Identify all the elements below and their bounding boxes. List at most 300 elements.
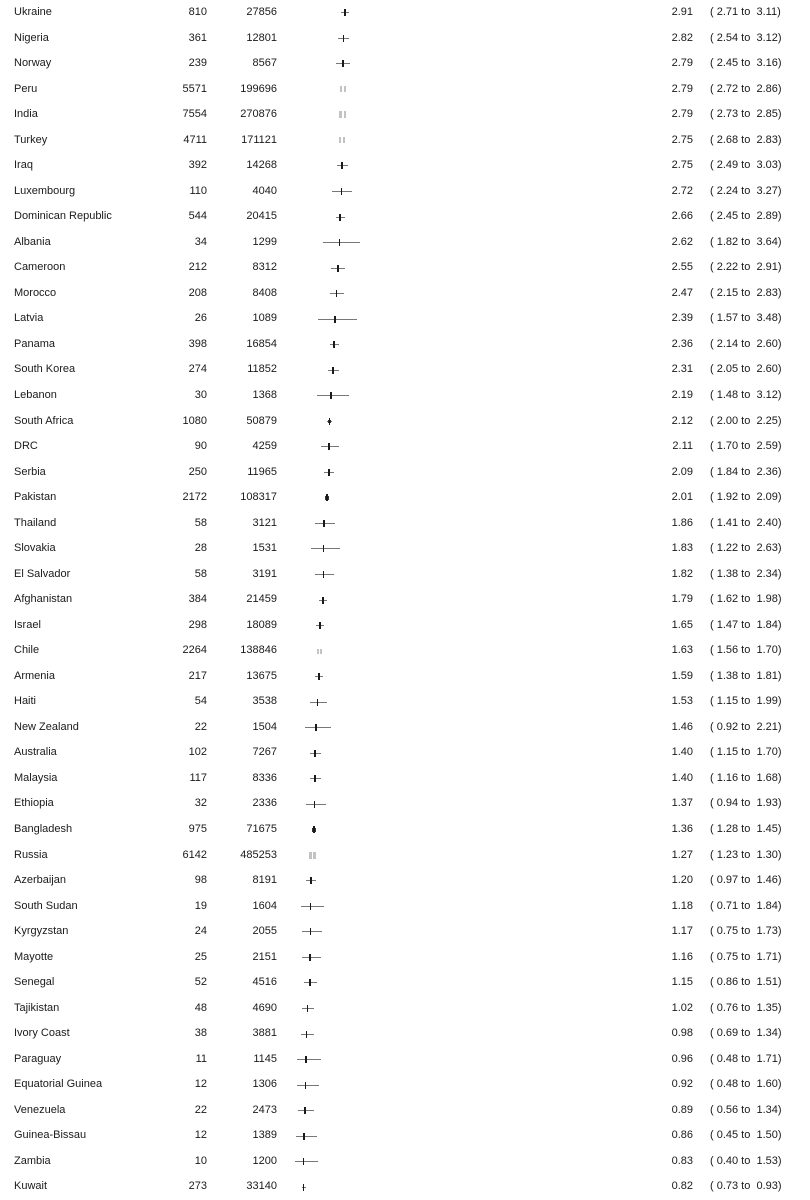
- table-row: [0, 77, 810, 103]
- ci-text: ( 0.76 to 1.35): [710, 1001, 782, 1014]
- estimate-value: 2.11: [672, 440, 693, 453]
- total-count: 8408: [252, 286, 277, 299]
- ci-whisker-line: [310, 702, 327, 703]
- ci-marker: [277, 536, 647, 562]
- estimate-value: 0.89: [671, 1103, 693, 1116]
- country-label: Pakistan: [14, 491, 57, 504]
- estimate-value: 2.36: [671, 337, 693, 350]
- country-label: Ukraine: [14, 6, 52, 18]
- country-label: Bangladesh: [14, 823, 73, 835]
- country-label: Russia: [14, 848, 48, 861]
- events-count: 11: [195, 1052, 207, 1065]
- estimate-value: 1.79: [671, 593, 693, 606]
- events-count: 19: [194, 899, 207, 912]
- events-count: 38: [194, 1027, 207, 1040]
- events-count: 2264: [182, 644, 207, 657]
- table-row: [0, 460, 810, 486]
- total-count: 12801: [246, 31, 277, 44]
- country-label: Morocco: [14, 286, 57, 299]
- estimate-tick: [305, 1082, 307, 1089]
- estimate-value: 1.20: [671, 874, 693, 887]
- table-row: [0, 817, 810, 843]
- estimate-tick: [310, 877, 312, 884]
- estimate-tick: [339, 239, 341, 246]
- country-label: Ethiopia: [14, 797, 54, 810]
- events-count: 384: [188, 593, 207, 606]
- estimate-value: 2.47: [671, 286, 693, 299]
- table-row: [0, 970, 810, 996]
- total-count: 8336: [252, 771, 277, 784]
- country-label: Iraq: [14, 159, 33, 172]
- ci-marker: [277, 715, 647, 741]
- estimate-tick: [323, 545, 325, 552]
- ci-text: ( 0.45 to 1.50): [710, 1129, 782, 1142]
- estimate-value: 0.83: [671, 1154, 693, 1167]
- total-count: 1089: [252, 312, 277, 325]
- estimate-tick: [310, 928, 312, 935]
- country-label: Chile: [14, 644, 40, 657]
- estimate-tick: [314, 775, 316, 782]
- events-count: 392: [188, 159, 207, 172]
- country-label: Paraguay: [14, 1052, 62, 1065]
- total-count: 50879: [246, 414, 277, 427]
- table-row: [0, 766, 810, 792]
- events-count: 810: [188, 6, 207, 18]
- estimate-tick: [322, 597, 324, 604]
- ci-marker: [277, 179, 647, 205]
- total-count: 2055: [252, 925, 277, 938]
- ci-marker: [277, 1047, 647, 1073]
- ci-whisker-line: [301, 906, 324, 907]
- events-count: 117: [189, 771, 207, 784]
- total-count: 33140: [246, 1180, 277, 1193]
- events-count: 90: [194, 440, 207, 453]
- events-count: 102: [188, 746, 207, 759]
- ci-whisker-line: [302, 931, 322, 932]
- ci-text: ( 1.15 to 1.70): [710, 746, 782, 759]
- ci-marker: [277, 1098, 647, 1124]
- table-row: [0, 638, 810, 664]
- estimate-value: 1.53: [671, 695, 693, 708]
- estimate-tick: [312, 852, 314, 859]
- ci-marker: [277, 868, 647, 894]
- total-count: 108317: [240, 491, 277, 504]
- estimate-value: 0.82: [671, 1180, 693, 1193]
- ci-marker: [277, 0, 647, 26]
- ci-whisker-line: [297, 1085, 319, 1086]
- estimate-tick: [329, 418, 331, 425]
- events-count: 217: [188, 669, 207, 682]
- ci-text: ( 0.69 to 1.34): [710, 1027, 782, 1040]
- estimate-value: 2.79: [671, 108, 693, 121]
- total-count: 1504: [252, 720, 277, 733]
- estimate-value: 2.91: [671, 6, 693, 18]
- ci-text: ( 0.40 to 1.53): [710, 1154, 782, 1167]
- ci-text: ( 2.68 to 2.83): [710, 133, 782, 146]
- estimate-tick: [317, 699, 319, 706]
- events-count: 58: [194, 516, 207, 529]
- ci-whisker-line: [298, 1110, 314, 1111]
- estimate-tick: [305, 1056, 307, 1063]
- estimate-value: 1.59: [671, 669, 693, 682]
- ci-text: ( 2.45 to 3.16): [710, 57, 782, 70]
- total-count: 1531: [252, 542, 277, 555]
- total-count: 16854: [246, 337, 277, 350]
- total-count: 171121: [241, 133, 277, 146]
- ci-text: ( 0.86 to 1.51): [710, 976, 782, 989]
- table-row: [0, 26, 810, 52]
- ci-whisker-line: [318, 319, 356, 320]
- estimate-value: 1.15: [671, 976, 693, 989]
- events-count: 54: [194, 695, 207, 708]
- table-row: [0, 0, 810, 26]
- estimate-value: 2.09: [671, 465, 693, 478]
- ci-text: ( 1.28 to 1.45): [710, 823, 782, 835]
- estimate-value: 1.16: [671, 950, 693, 963]
- table-row: [0, 357, 810, 383]
- estimate-value: 1.83: [671, 542, 693, 555]
- country-label: Senegal: [14, 976, 55, 989]
- estimate-value: 0.96: [671, 1052, 693, 1065]
- estimate-value: 2.01: [671, 491, 693, 504]
- ci-whisker-line: [323, 242, 359, 243]
- estimate-tick: [304, 1107, 306, 1114]
- ci-text: ( 2.05 to 2.60): [710, 363, 782, 376]
- events-count: 110: [189, 184, 207, 197]
- events-count: 398: [188, 337, 207, 350]
- events-count: 22: [194, 1103, 207, 1116]
- ci-marker: [277, 204, 647, 230]
- events-count: 24: [194, 925, 207, 938]
- ci-marker: [277, 587, 647, 613]
- ci-marker: [277, 1174, 647, 1200]
- ci-text: ( 2.54 to 3.12): [710, 31, 782, 44]
- total-count: 1604: [252, 899, 277, 912]
- country-label: Kuwait: [14, 1180, 48, 1193]
- total-count: 20415: [246, 210, 277, 223]
- estimate-tick: [342, 60, 344, 67]
- ci-marker: [277, 434, 647, 460]
- estimate-tick: [343, 35, 345, 42]
- ci-marker: [277, 791, 647, 817]
- estimate-value: 1.27: [671, 848, 693, 861]
- country-label: South Africa: [14, 414, 74, 427]
- total-count: 13675: [246, 669, 277, 682]
- ci-whisker-line: [317, 395, 350, 396]
- estimate-tick: [332, 367, 334, 374]
- events-count: 12: [194, 1078, 207, 1091]
- estimate-tick: [341, 188, 343, 195]
- total-count: 1389: [252, 1129, 277, 1142]
- total-count: 14268: [246, 159, 277, 172]
- ci-text: ( 1.92 to 2.09): [710, 491, 782, 504]
- ci-marker: [277, 77, 647, 103]
- events-count: 10: [194, 1154, 207, 1167]
- ci-marker: [277, 255, 647, 281]
- ci-whisker-line: [297, 1059, 322, 1060]
- estimate-tick: [313, 826, 315, 833]
- ci-marker: [277, 357, 647, 383]
- total-count: 8567: [252, 57, 277, 70]
- ci-marker: [277, 970, 647, 996]
- table-row: [0, 664, 810, 690]
- estimate-value: 2.19: [671, 388, 693, 401]
- estimate-tick: [319, 622, 321, 629]
- estimate-tick: [344, 9, 346, 16]
- total-count: 2473: [252, 1103, 277, 1116]
- events-count: 22: [194, 720, 207, 733]
- estimate-tick: [326, 494, 328, 501]
- country-label: Serbia: [14, 465, 46, 478]
- ci-text: ( 1.16 to 1.68): [710, 771, 782, 784]
- estimate-tick: [303, 1158, 305, 1165]
- events-count: 6142: [182, 848, 207, 861]
- ci-marker: [277, 740, 647, 766]
- events-count: 239: [188, 57, 207, 70]
- total-count: 11852: [247, 363, 277, 376]
- ci-marker: [277, 102, 647, 128]
- ci-marker: [277, 1072, 647, 1098]
- estimate-value: 2.12: [671, 414, 693, 427]
- country-label: Venezuela: [14, 1103, 66, 1116]
- ci-text: ( 0.71 to 1.84): [710, 899, 782, 912]
- events-count: 273: [188, 1180, 207, 1193]
- events-count: 12: [194, 1129, 207, 1142]
- ci-marker: [277, 843, 647, 869]
- ci-marker: [277, 306, 647, 332]
- estimate-value: 1.65: [671, 618, 693, 631]
- table-row: [0, 740, 810, 766]
- country-label: Israel: [14, 618, 41, 631]
- events-count: 361: [188, 31, 207, 44]
- events-count: 26: [194, 312, 207, 325]
- table-row: [0, 204, 810, 230]
- events-count: 2172: [182, 491, 207, 504]
- estimate-value: 0.92: [671, 1078, 693, 1091]
- events-count: 28: [194, 542, 207, 555]
- ci-text: ( 1.56 to 1.70): [710, 644, 782, 657]
- ci-marker: [277, 945, 647, 971]
- estimate-value: 0.98: [671, 1027, 693, 1040]
- events-count: 30: [194, 388, 207, 401]
- country-label: Zambia: [14, 1154, 51, 1167]
- ci-text: ( 1.38 to 2.34): [710, 567, 782, 580]
- events-count: 1080: [182, 414, 207, 427]
- ci-text: ( 2.22 to 2.91): [710, 261, 782, 274]
- ci-marker: [277, 511, 647, 537]
- table-row: [0, 1149, 810, 1175]
- total-count: 11965: [247, 465, 277, 478]
- estimate-tick: [306, 1031, 308, 1038]
- country-label: Afghanistan: [14, 593, 73, 606]
- total-count: 1306: [252, 1078, 277, 1091]
- ci-text: ( 2.24 to 3.27): [710, 184, 782, 197]
- total-count: 4516: [252, 976, 277, 989]
- country-label: Nigeria: [14, 31, 49, 44]
- table-row: [0, 51, 810, 77]
- ci-text: ( 2.71 to 3.11): [710, 6, 781, 18]
- ci-text: ( 1.23 to 1.30): [710, 848, 782, 861]
- estimate-value: 2.82: [671, 31, 693, 44]
- ci-marker: [277, 128, 647, 154]
- ci-marker: [277, 1123, 647, 1149]
- estimate-value: 1.02: [671, 1001, 693, 1014]
- ci-text: ( 1.57 to 3.48): [710, 312, 782, 325]
- estimate-tick: [342, 111, 344, 118]
- table-row: [0, 230, 810, 256]
- estimate-tick: [341, 137, 343, 143]
- estimate-value: 1.17: [671, 925, 693, 938]
- table-row: [0, 868, 810, 894]
- ci-marker: [277, 383, 647, 409]
- table-row: [0, 791, 810, 817]
- ci-text: ( 1.70 to 2.59): [710, 440, 782, 453]
- country-label: India: [14, 108, 38, 121]
- ci-text: ( 2.00 to 2.25): [710, 414, 782, 427]
- table-row: [0, 1072, 810, 1098]
- ci-text: ( 1.38 to 1.81): [710, 669, 782, 682]
- ci-marker: [277, 1021, 647, 1047]
- country-label: DRC: [14, 440, 38, 453]
- ci-text: ( 2.45 to 2.89): [710, 210, 782, 223]
- estimate-value: 2.66: [671, 210, 693, 223]
- total-count: 4259: [252, 440, 277, 453]
- ci-marker: [277, 332, 647, 358]
- estimate-tick: [341, 162, 343, 169]
- table-row: [0, 409, 810, 435]
- table-row: [0, 102, 810, 128]
- country-label: Slovakia: [14, 542, 56, 555]
- estimate-tick: [318, 673, 320, 680]
- events-count: 32: [194, 797, 207, 810]
- events-count: 212: [188, 261, 207, 274]
- estimate-value: 2.55: [671, 261, 693, 274]
- ci-whisker-line: [311, 548, 339, 549]
- events-count: 274: [188, 363, 207, 376]
- estimate-tick: [328, 443, 330, 450]
- table-row: [0, 715, 810, 741]
- table-row: [0, 562, 810, 588]
- total-count: 27856: [246, 6, 277, 18]
- estimate-tick: [303, 1133, 305, 1140]
- estimate-tick: [323, 571, 325, 578]
- table-row: [0, 1047, 810, 1073]
- country-label: Panama: [14, 337, 55, 350]
- total-count: 8312: [252, 261, 277, 274]
- ci-text: ( 1.62 to 1.98): [710, 593, 782, 606]
- ci-text: ( 0.48 to 1.71): [710, 1052, 782, 1065]
- ci-whisker-line: [306, 804, 326, 805]
- estimate-value: 1.63: [671, 644, 693, 657]
- table-row: [0, 281, 810, 307]
- total-count: 2336: [252, 797, 277, 810]
- estimate-value: 1.82: [671, 567, 693, 580]
- country-label: Guinea-Bissau: [14, 1129, 87, 1142]
- estimate-value: 2.72: [671, 184, 693, 197]
- ci-marker: [277, 638, 647, 664]
- estimate-tick: [307, 1005, 309, 1012]
- ci-text: ( 1.41 to 2.40): [710, 516, 782, 529]
- estimate-tick: [314, 801, 316, 808]
- table-row: [0, 894, 810, 920]
- country-label: Norway: [14, 57, 52, 70]
- estimate-value: 1.18: [671, 899, 693, 912]
- table-row: [0, 255, 810, 281]
- total-count: 3881: [252, 1027, 277, 1040]
- events-count: 52: [194, 976, 207, 989]
- table-row: [0, 485, 810, 511]
- total-count: 3191: [252, 567, 277, 580]
- estimate-value: 0.86: [671, 1129, 693, 1142]
- estimate-tick: [323, 520, 325, 527]
- table-row: [0, 1123, 810, 1149]
- events-count: 544: [188, 210, 207, 223]
- ci-text: ( 1.82 to 3.64): [710, 235, 782, 248]
- total-count: 138846: [240, 644, 277, 657]
- table-row: [0, 919, 810, 945]
- estimate-tick: [336, 290, 338, 297]
- total-count: 4040: [252, 184, 277, 197]
- total-count: 8191: [252, 874, 277, 887]
- ci-marker: [277, 1149, 647, 1175]
- table-row: [0, 153, 810, 179]
- table-row: [0, 179, 810, 205]
- table-row: [0, 128, 810, 154]
- events-count: 975: [188, 823, 207, 835]
- table-row: [0, 843, 810, 869]
- total-count: 4690: [252, 1001, 277, 1014]
- ci-whisker-line: [296, 1136, 317, 1137]
- country-label: Lebanon: [14, 388, 57, 401]
- estimate-tick: [342, 86, 344, 92]
- estimate-tick: [328, 469, 330, 476]
- country-label: South Korea: [14, 363, 76, 376]
- country-label: Ivory Coast: [14, 1027, 70, 1040]
- ci-marker: [277, 460, 647, 486]
- ci-text: ( 1.15 to 1.99): [710, 695, 782, 708]
- country-label: Latvia: [14, 312, 44, 325]
- total-count: 1145: [253, 1052, 277, 1065]
- country-label: Tajikistan: [14, 1001, 60, 1014]
- ci-marker: [277, 689, 647, 715]
- country-label: Azerbaijan: [14, 874, 66, 887]
- estimate-value: 1.36: [671, 823, 693, 835]
- ci-marker: [277, 613, 647, 639]
- ci-whisker-line: [315, 574, 334, 575]
- table-row: [0, 945, 810, 971]
- total-count: 71675: [246, 823, 277, 835]
- total-count: 199696: [240, 82, 277, 95]
- table-row: [0, 511, 810, 537]
- total-count: 485253: [240, 848, 277, 861]
- table-row: [0, 306, 810, 332]
- ci-whisker-line: [295, 1161, 318, 1162]
- estimate-tick: [315, 724, 317, 731]
- events-count: 208: [188, 286, 207, 299]
- country-label: South Sudan: [14, 899, 78, 912]
- country-label: Luxembourg: [14, 184, 76, 197]
- table-row: [0, 536, 810, 562]
- ci-text: ( 1.22 to 2.63): [710, 542, 782, 555]
- ci-text: ( 0.75 to 1.71): [710, 950, 782, 963]
- country-label: El Salvador: [14, 567, 71, 580]
- country-label: Equatorial Guinea: [14, 1078, 103, 1091]
- table-row: [0, 383, 810, 409]
- estimate-value: 2.31: [671, 363, 693, 376]
- country-label: Peru: [14, 82, 38, 95]
- ci-text: ( 2.49 to 3.03): [710, 159, 782, 172]
- ci-text: ( 0.75 to 1.73): [710, 925, 782, 938]
